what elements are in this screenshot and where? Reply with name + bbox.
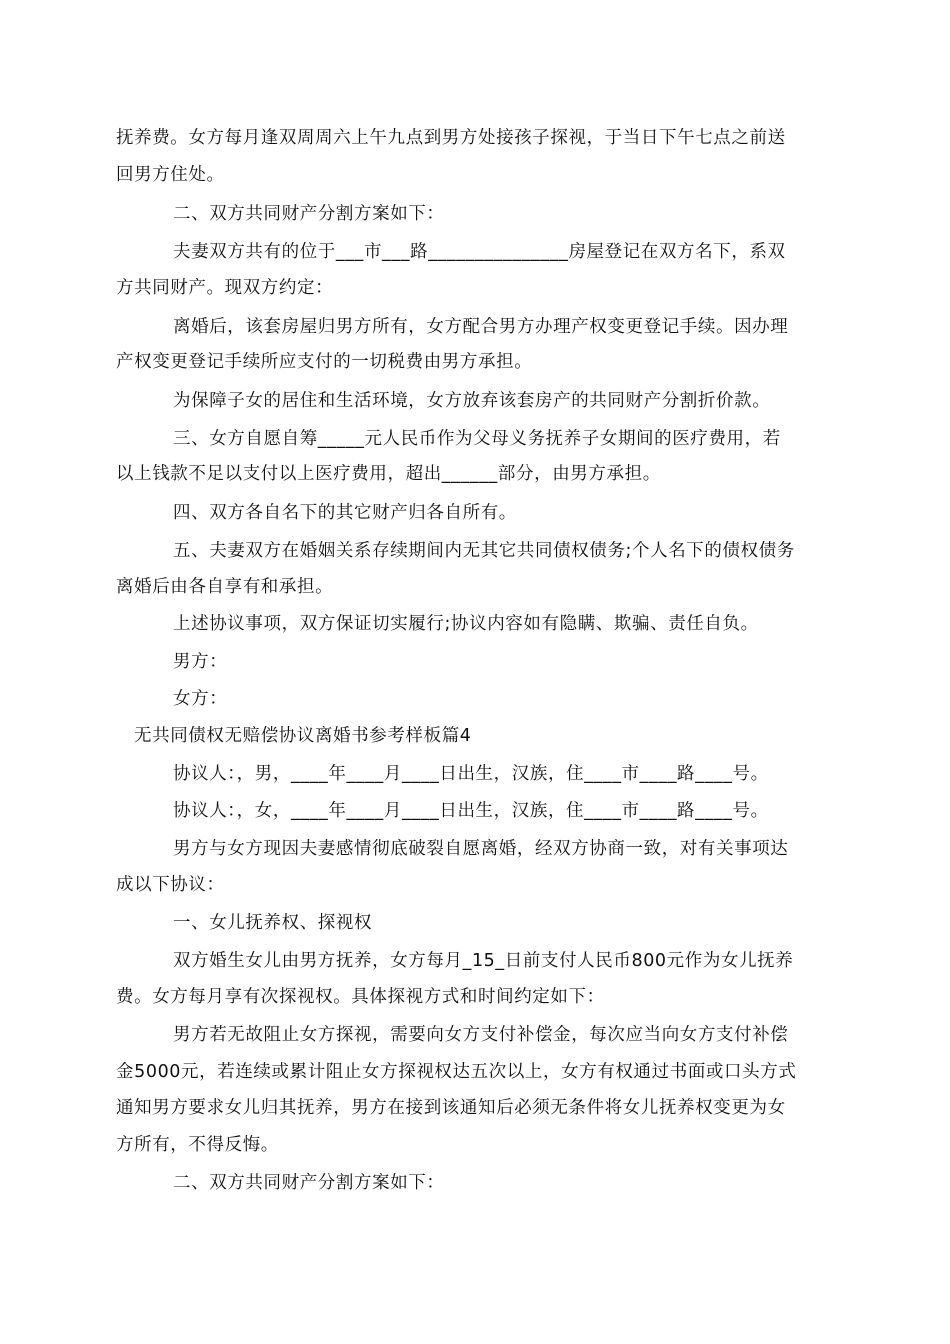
section-heading-custody: 一、女儿抚养权、探视权: [173, 913, 373, 933]
paragraph-line-10: 以上钱款不足以支付以上医疗费用，超出______部分，由男方承担。: [116, 464, 661, 484]
paragraph-line-27: 通知男方要求女儿归其抚养，男方在接到该通知后必须无条件将女儿抚养权变更为女: [116, 1098, 786, 1118]
paragraph-line-25: 男方若无故阻止女方探视，需要向女方支付补偿金，每次应当向女方支付补偿: [173, 1025, 789, 1045]
section-title: 无共同债权无赔偿协议离婚书参考样板篇4: [134, 726, 472, 746]
paragraph-line-24: 费。女方每月享有次探视权。具体探视方式和时间约定如下：: [116, 987, 605, 1007]
signature-male-label: 男方：: [173, 652, 228, 672]
paragraph-line-1: 抚养费。女方每月逢双周周六上午九点到男方处接孩子探视，于当日下午七点之前送: [116, 128, 786, 148]
paragraph-line-6: 离婚后，该套房屋归男方所有，女方配合男方办理产权变更登记手续。因办理: [173, 317, 789, 337]
paragraph-line-9: 三、女方自愿自筹_____元人民币作为父母义务抚养子女期间的医疗费用，若: [173, 429, 781, 449]
paragraph-line-28: 方所有，不得反悔。: [116, 1135, 279, 1155]
paragraph-line-2: 回男方住处。: [116, 165, 225, 185]
paragraph-line-5: 方共同财产。现双方约定：: [116, 278, 334, 298]
party-line-male: 协议人：，男，____年____月____日出生，汉族，住____市____路____号。: [173, 764, 769, 784]
party-line-female: 协议人：，女，____年____月____日出生，汉族，住____市____路____号。: [173, 801, 769, 821]
paragraph-line-8: 为保障子女的居住和生活环境，女方放弃该套房产的共同财产分割折价款。: [173, 391, 771, 411]
paragraph-line-20: 男方与女方现因夫妻感情彻底破裂自愿离婚，经双方协商一致，对有关事项达: [173, 839, 789, 859]
paragraph-line-4: 夫妻双方共有的位于___市___路_______________房屋登记在双方名下，系双: [173, 242, 786, 262]
paragraph-line-21: 成以下协议：: [116, 875, 225, 895]
paragraph-line-13: 离婚后由各自享有和承担。: [116, 577, 334, 597]
paragraph-line-14: 上述协议事项，双方保证切实履行;协议内容如有隐瞒、欺骗、责任自负。: [173, 614, 759, 634]
paragraph-line-11: 四、双方各自名下的其它财产归各自所有。: [173, 503, 517, 523]
paragraph-line-12: 五、夫妻双方在婚姻关系存续期间内无其它共同债权债务;个人名下的债权债务: [173, 541, 795, 561]
section-heading-property: 二、双方共同财产分割方案如下：: [173, 204, 445, 224]
section-heading-property-2: 二、双方共同财产分割方案如下：: [173, 1173, 445, 1193]
paragraph-line-23: 双方婚生女儿由男方抚养，女方每月_15_日前支付人民币800元作为女儿抚养: [173, 951, 794, 971]
paragraph-line-7: 产权变更登记手续所应支付的一切税费由男方承担。: [116, 352, 533, 372]
paragraph-line-26: 金5000元，若连续或累计阻止女方探视权达五次以上，女方有权通过书面或口头方式: [116, 1062, 797, 1082]
signature-female-label: 女方：: [173, 689, 228, 709]
